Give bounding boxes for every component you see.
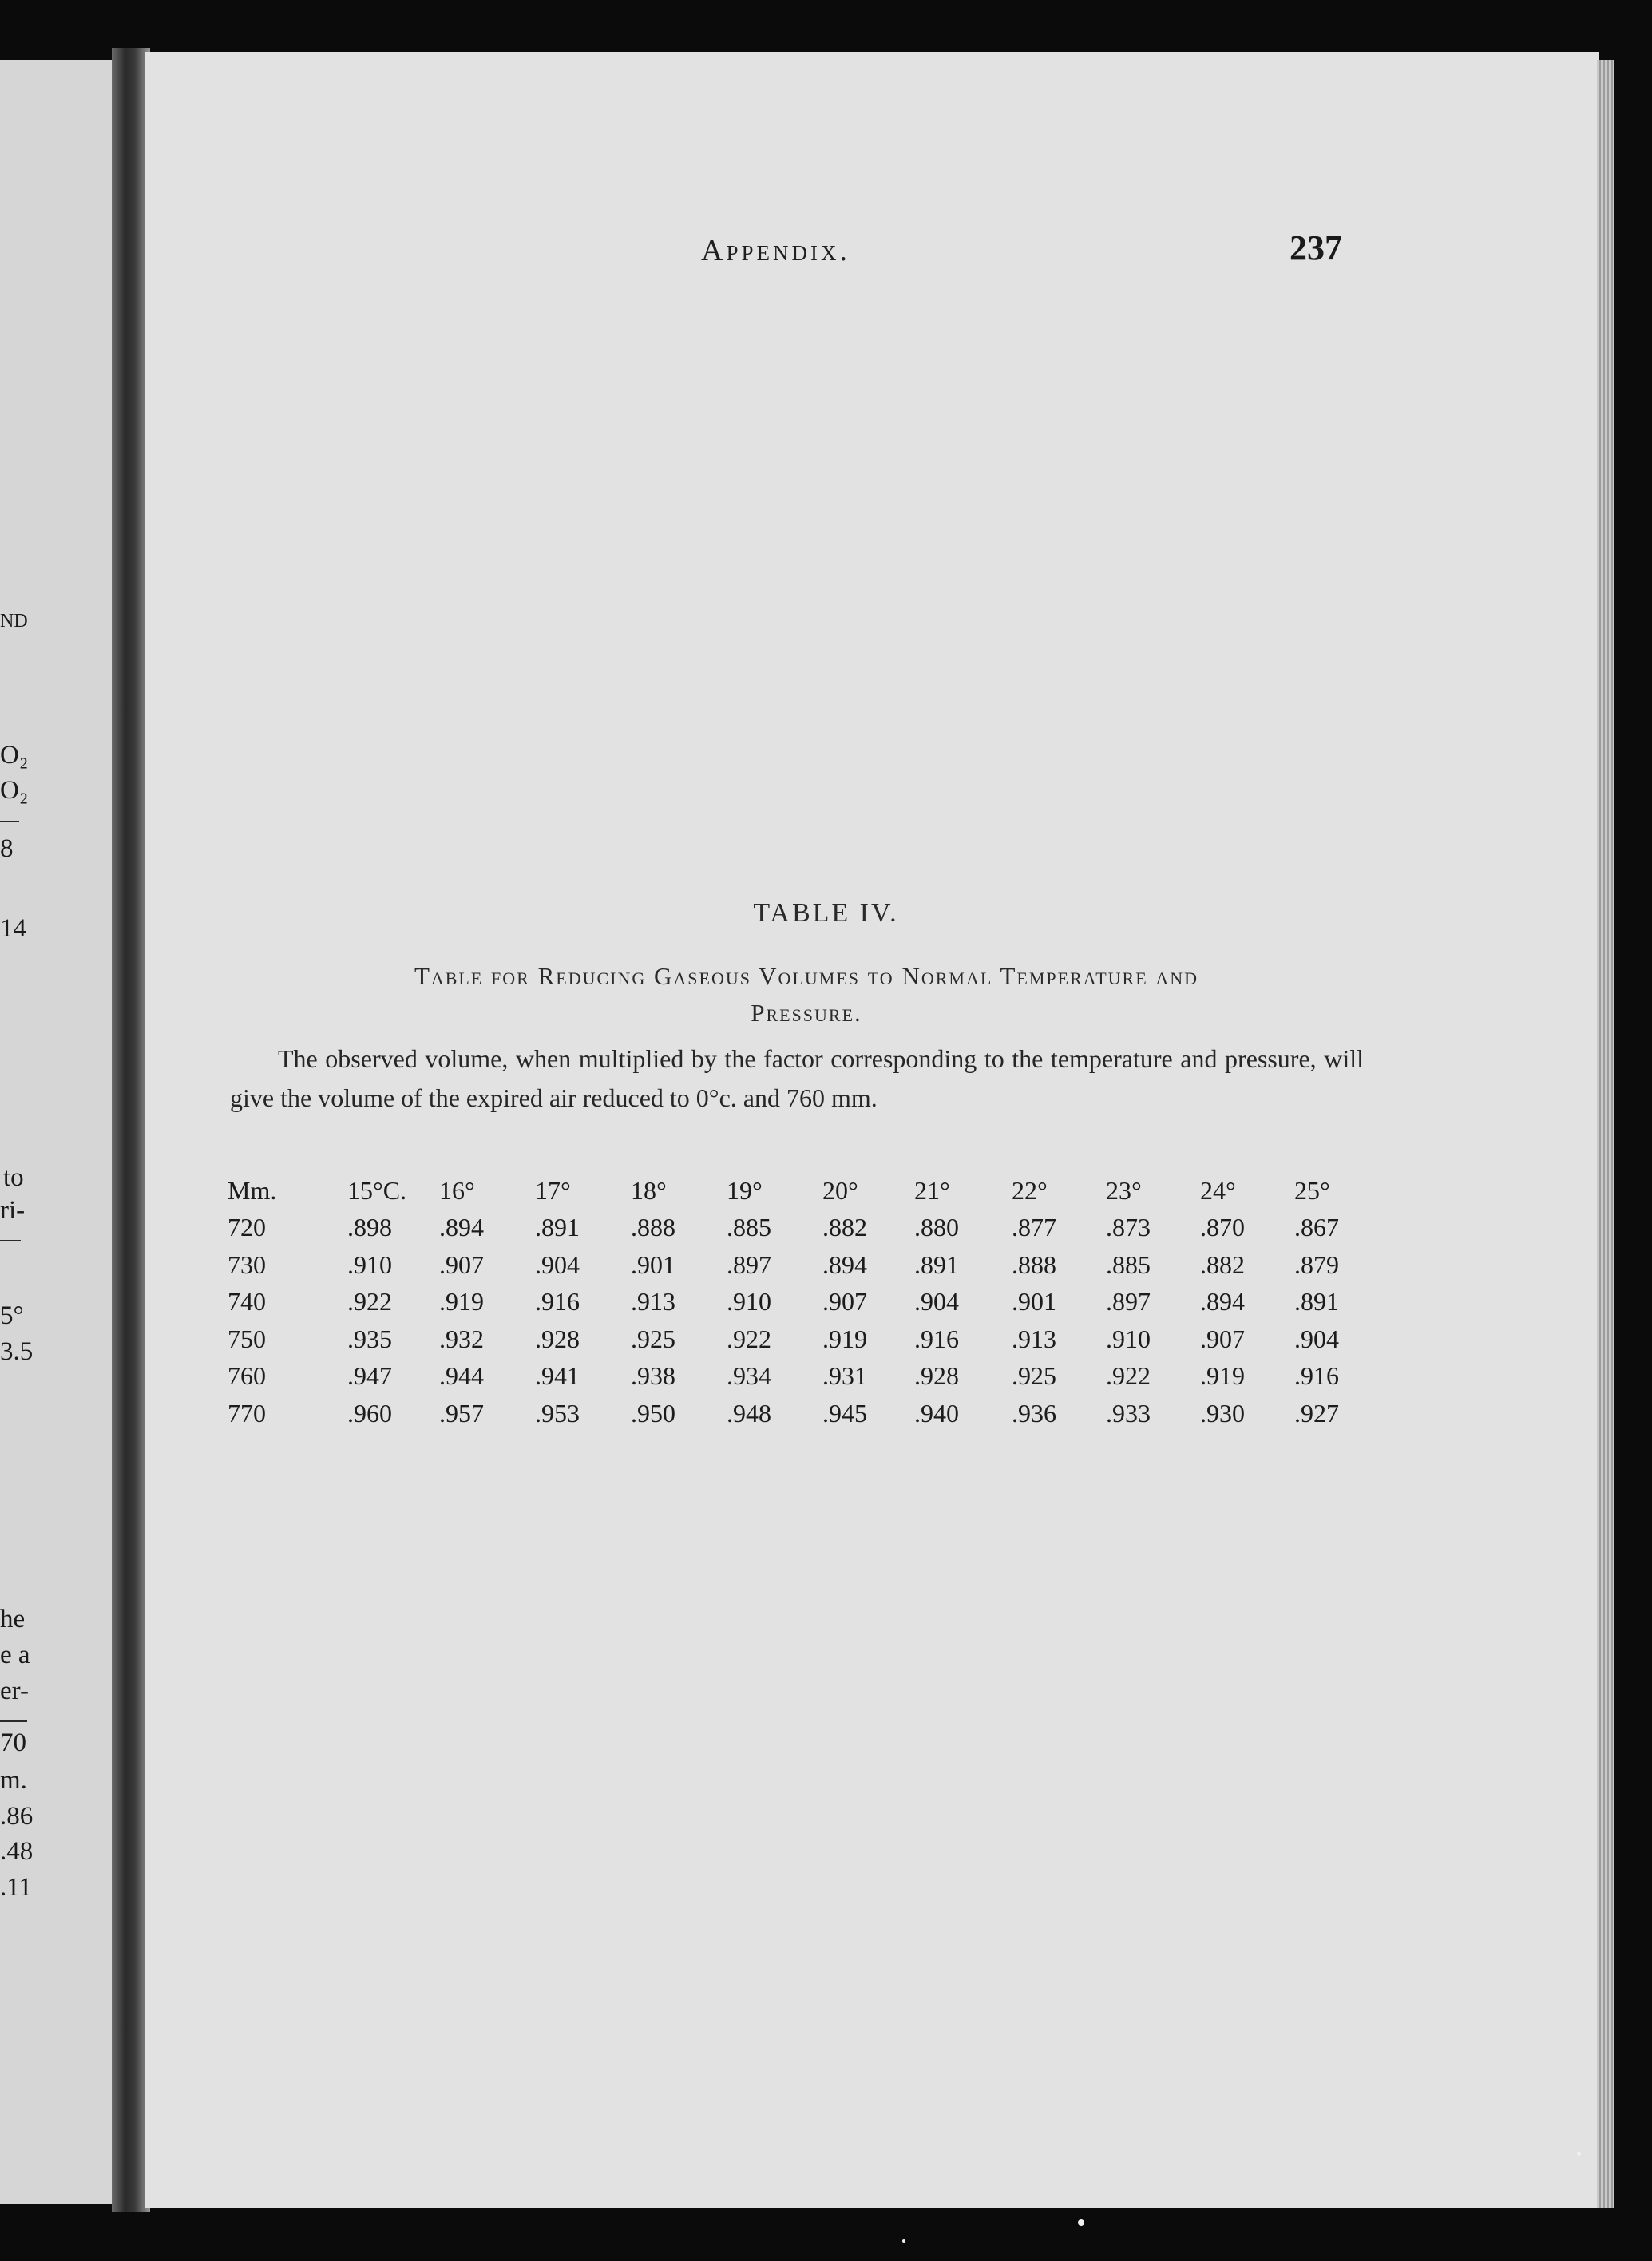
factor-cell: .888 bbox=[1012, 1249, 1056, 1279]
pressure-cell: 720 bbox=[228, 1213, 266, 1242]
gas-volume-correction-table bbox=[228, 1172, 1358, 1432]
column-header: 22° bbox=[1012, 1175, 1048, 1205]
table-row bbox=[228, 1395, 1358, 1432]
column-header: 16° bbox=[439, 1175, 475, 1205]
table-row bbox=[228, 1321, 1358, 1358]
factor-cell: .891 bbox=[1294, 1287, 1339, 1317]
factor-cell: .907 bbox=[1200, 1324, 1245, 1353]
factor-cell: .950 bbox=[631, 1398, 675, 1427]
factor-cell: .922 bbox=[727, 1324, 771, 1353]
factor-cell: .936 bbox=[1012, 1398, 1056, 1427]
factor-cell: .891 bbox=[914, 1249, 959, 1279]
factor-cell: .901 bbox=[1012, 1287, 1056, 1317]
factor-cell: .925 bbox=[631, 1324, 675, 1353]
factor-cell: .898 bbox=[347, 1213, 392, 1242]
factor-cell: .873 bbox=[1106, 1213, 1151, 1242]
factor-cell: .891 bbox=[535, 1213, 580, 1242]
left-fragment-line: m. bbox=[0, 1766, 27, 1795]
table-row bbox=[228, 1210, 1358, 1247]
page-number: 237 bbox=[1290, 228, 1342, 267]
factor-cell: .938 bbox=[631, 1361, 675, 1391]
factor-cell: .919 bbox=[822, 1324, 867, 1353]
table-caption bbox=[256, 958, 1357, 1032]
column-header: 20° bbox=[822, 1175, 858, 1205]
factor-cell: .953 bbox=[535, 1398, 580, 1427]
column-header: 15°C. bbox=[347, 1175, 407, 1205]
factor-cell: .907 bbox=[439, 1249, 484, 1279]
table-heading: TABLE IV. bbox=[753, 898, 899, 928]
column-header: 19° bbox=[727, 1175, 763, 1205]
factor-cell: .944 bbox=[439, 1361, 484, 1391]
left-fragment-line: e a bbox=[0, 1641, 30, 1669]
column-header: 23° bbox=[1106, 1175, 1142, 1205]
dust-speck bbox=[902, 2239, 905, 2243]
column-header: 17° bbox=[535, 1175, 571, 1205]
table-caption-line: Pressure. bbox=[751, 999, 862, 1027]
factor-cell: .897 bbox=[1106, 1287, 1151, 1317]
factor-cell: .882 bbox=[1200, 1249, 1245, 1279]
factor-cell: .945 bbox=[822, 1398, 867, 1427]
factor-cell: .880 bbox=[914, 1213, 959, 1242]
factor-cell: .916 bbox=[914, 1324, 959, 1353]
factor-cell: .907 bbox=[822, 1287, 867, 1317]
pressure-cell: 730 bbox=[228, 1249, 266, 1279]
factor-cell: .888 bbox=[631, 1213, 675, 1242]
left-fragment-line: .86 bbox=[0, 1802, 34, 1831]
factor-cell: .928 bbox=[914, 1361, 959, 1391]
table-header-row bbox=[228, 1172, 1358, 1210]
left-fragment-line: .48 bbox=[0, 1837, 34, 1866]
factor-cell: .935 bbox=[347, 1324, 392, 1353]
factor-cell: .930 bbox=[1200, 1398, 1245, 1427]
running-head: Appendix. bbox=[701, 234, 850, 267]
factor-cell: .948 bbox=[727, 1398, 771, 1427]
factor-cell: .910 bbox=[727, 1287, 771, 1317]
left-fragment-line: 8 bbox=[0, 834, 14, 863]
table-row bbox=[228, 1358, 1358, 1396]
left-fragment-line: er- bbox=[0, 1677, 29, 1705]
left-fragment-line: he bbox=[0, 1605, 26, 1633]
left-fragment-line: O₂ bbox=[0, 741, 29, 770]
pressure-cell: 760 bbox=[228, 1361, 266, 1391]
factor-cell: .933 bbox=[1106, 1398, 1151, 1427]
factor-cell: .941 bbox=[535, 1361, 580, 1391]
factor-cell: .885 bbox=[1106, 1249, 1151, 1279]
factor-cell: .894 bbox=[439, 1213, 484, 1242]
factor-cell: .867 bbox=[1294, 1213, 1339, 1242]
left-fragment-line: .11 bbox=[0, 1873, 33, 1902]
column-header: 24° bbox=[1200, 1175, 1236, 1205]
page-sheet bbox=[145, 52, 1599, 2208]
left-fragment-line: ri- bbox=[0, 1196, 26, 1225]
dust-speck bbox=[1577, 2152, 1581, 2156]
pressure-cell: 740 bbox=[228, 1287, 266, 1317]
factor-cell: .879 bbox=[1294, 1249, 1339, 1279]
column-header: Mm. bbox=[228, 1175, 277, 1205]
table-description: The observed volume, when multiplied by the factor corresponding to the temperature and pressure, will give the volume of the expired air reduced to 0°c. and 760 mm. bbox=[230, 1044, 1364, 1112]
pressure-cell: 750 bbox=[228, 1324, 266, 1353]
column-header: 21° bbox=[914, 1175, 950, 1205]
factor-cell: .885 bbox=[727, 1213, 771, 1242]
factor-cell: .910 bbox=[1106, 1324, 1151, 1353]
table-row bbox=[228, 1284, 1358, 1321]
factor-cell: .927 bbox=[1294, 1398, 1339, 1427]
factor-cell: .894 bbox=[1200, 1287, 1245, 1317]
factor-cell: .922 bbox=[1106, 1361, 1151, 1391]
factor-cell: .913 bbox=[631, 1287, 675, 1317]
factor-cell: .925 bbox=[1012, 1361, 1056, 1391]
factor-cell: .916 bbox=[535, 1287, 580, 1317]
left-fragment-rule bbox=[0, 821, 19, 822]
previous-page-fragment bbox=[0, 60, 124, 2204]
factor-cell: .904 bbox=[1294, 1324, 1339, 1353]
factor-cell: .913 bbox=[1012, 1324, 1056, 1353]
factor-cell: .940 bbox=[914, 1398, 959, 1427]
factor-cell: .897 bbox=[727, 1249, 771, 1279]
factor-cell: .919 bbox=[439, 1287, 484, 1317]
left-fragment-line: 14 bbox=[0, 914, 26, 943]
factor-cell: .910 bbox=[347, 1249, 392, 1279]
factor-cell: .904 bbox=[535, 1249, 580, 1279]
column-header: 18° bbox=[631, 1175, 667, 1205]
factor-cell: .934 bbox=[727, 1361, 771, 1391]
left-fragment-rule bbox=[0, 1720, 27, 1722]
factor-cell: .894 bbox=[822, 1249, 867, 1279]
factor-cell: .877 bbox=[1012, 1213, 1056, 1242]
left-fragment-line: 5° bbox=[0, 1301, 24, 1330]
factor-cell: .904 bbox=[914, 1287, 959, 1317]
left-fragment-line: O₂ bbox=[0, 776, 29, 805]
factor-cell: .960 bbox=[347, 1398, 392, 1427]
left-fragment-line: 70 bbox=[0, 1728, 26, 1757]
page-edge-stack bbox=[1597, 60, 1614, 2208]
table-row bbox=[228, 1246, 1358, 1284]
factor-cell: .882 bbox=[822, 1213, 867, 1242]
pressure-cell: 770 bbox=[228, 1398, 266, 1427]
factor-cell: .919 bbox=[1200, 1361, 1245, 1391]
factor-cell: .932 bbox=[439, 1324, 484, 1353]
left-fragment-line: ND bbox=[0, 611, 28, 632]
book-gutter bbox=[112, 48, 150, 2212]
left-fragment-line: 3.5 bbox=[0, 1337, 34, 1366]
factor-cell: .931 bbox=[822, 1361, 867, 1391]
left-fragment-line: to bbox=[3, 1163, 24, 1192]
factor-cell: .901 bbox=[631, 1249, 675, 1279]
column-header: 25° bbox=[1294, 1175, 1330, 1205]
left-fragment-rule bbox=[0, 1240, 21, 1241]
factor-cell: .947 bbox=[347, 1361, 392, 1391]
factor-cell: .928 bbox=[535, 1324, 580, 1353]
dust-speck bbox=[1078, 2219, 1084, 2226]
factor-cell: .870 bbox=[1200, 1213, 1245, 1242]
factor-cell: .922 bbox=[347, 1287, 392, 1317]
factor-cell: .916 bbox=[1294, 1361, 1339, 1391]
factor-cell: .957 bbox=[439, 1398, 484, 1427]
table-caption-line: Table for Reducing Gaseous Volumes to Normal Temperature and bbox=[414, 962, 1199, 990]
